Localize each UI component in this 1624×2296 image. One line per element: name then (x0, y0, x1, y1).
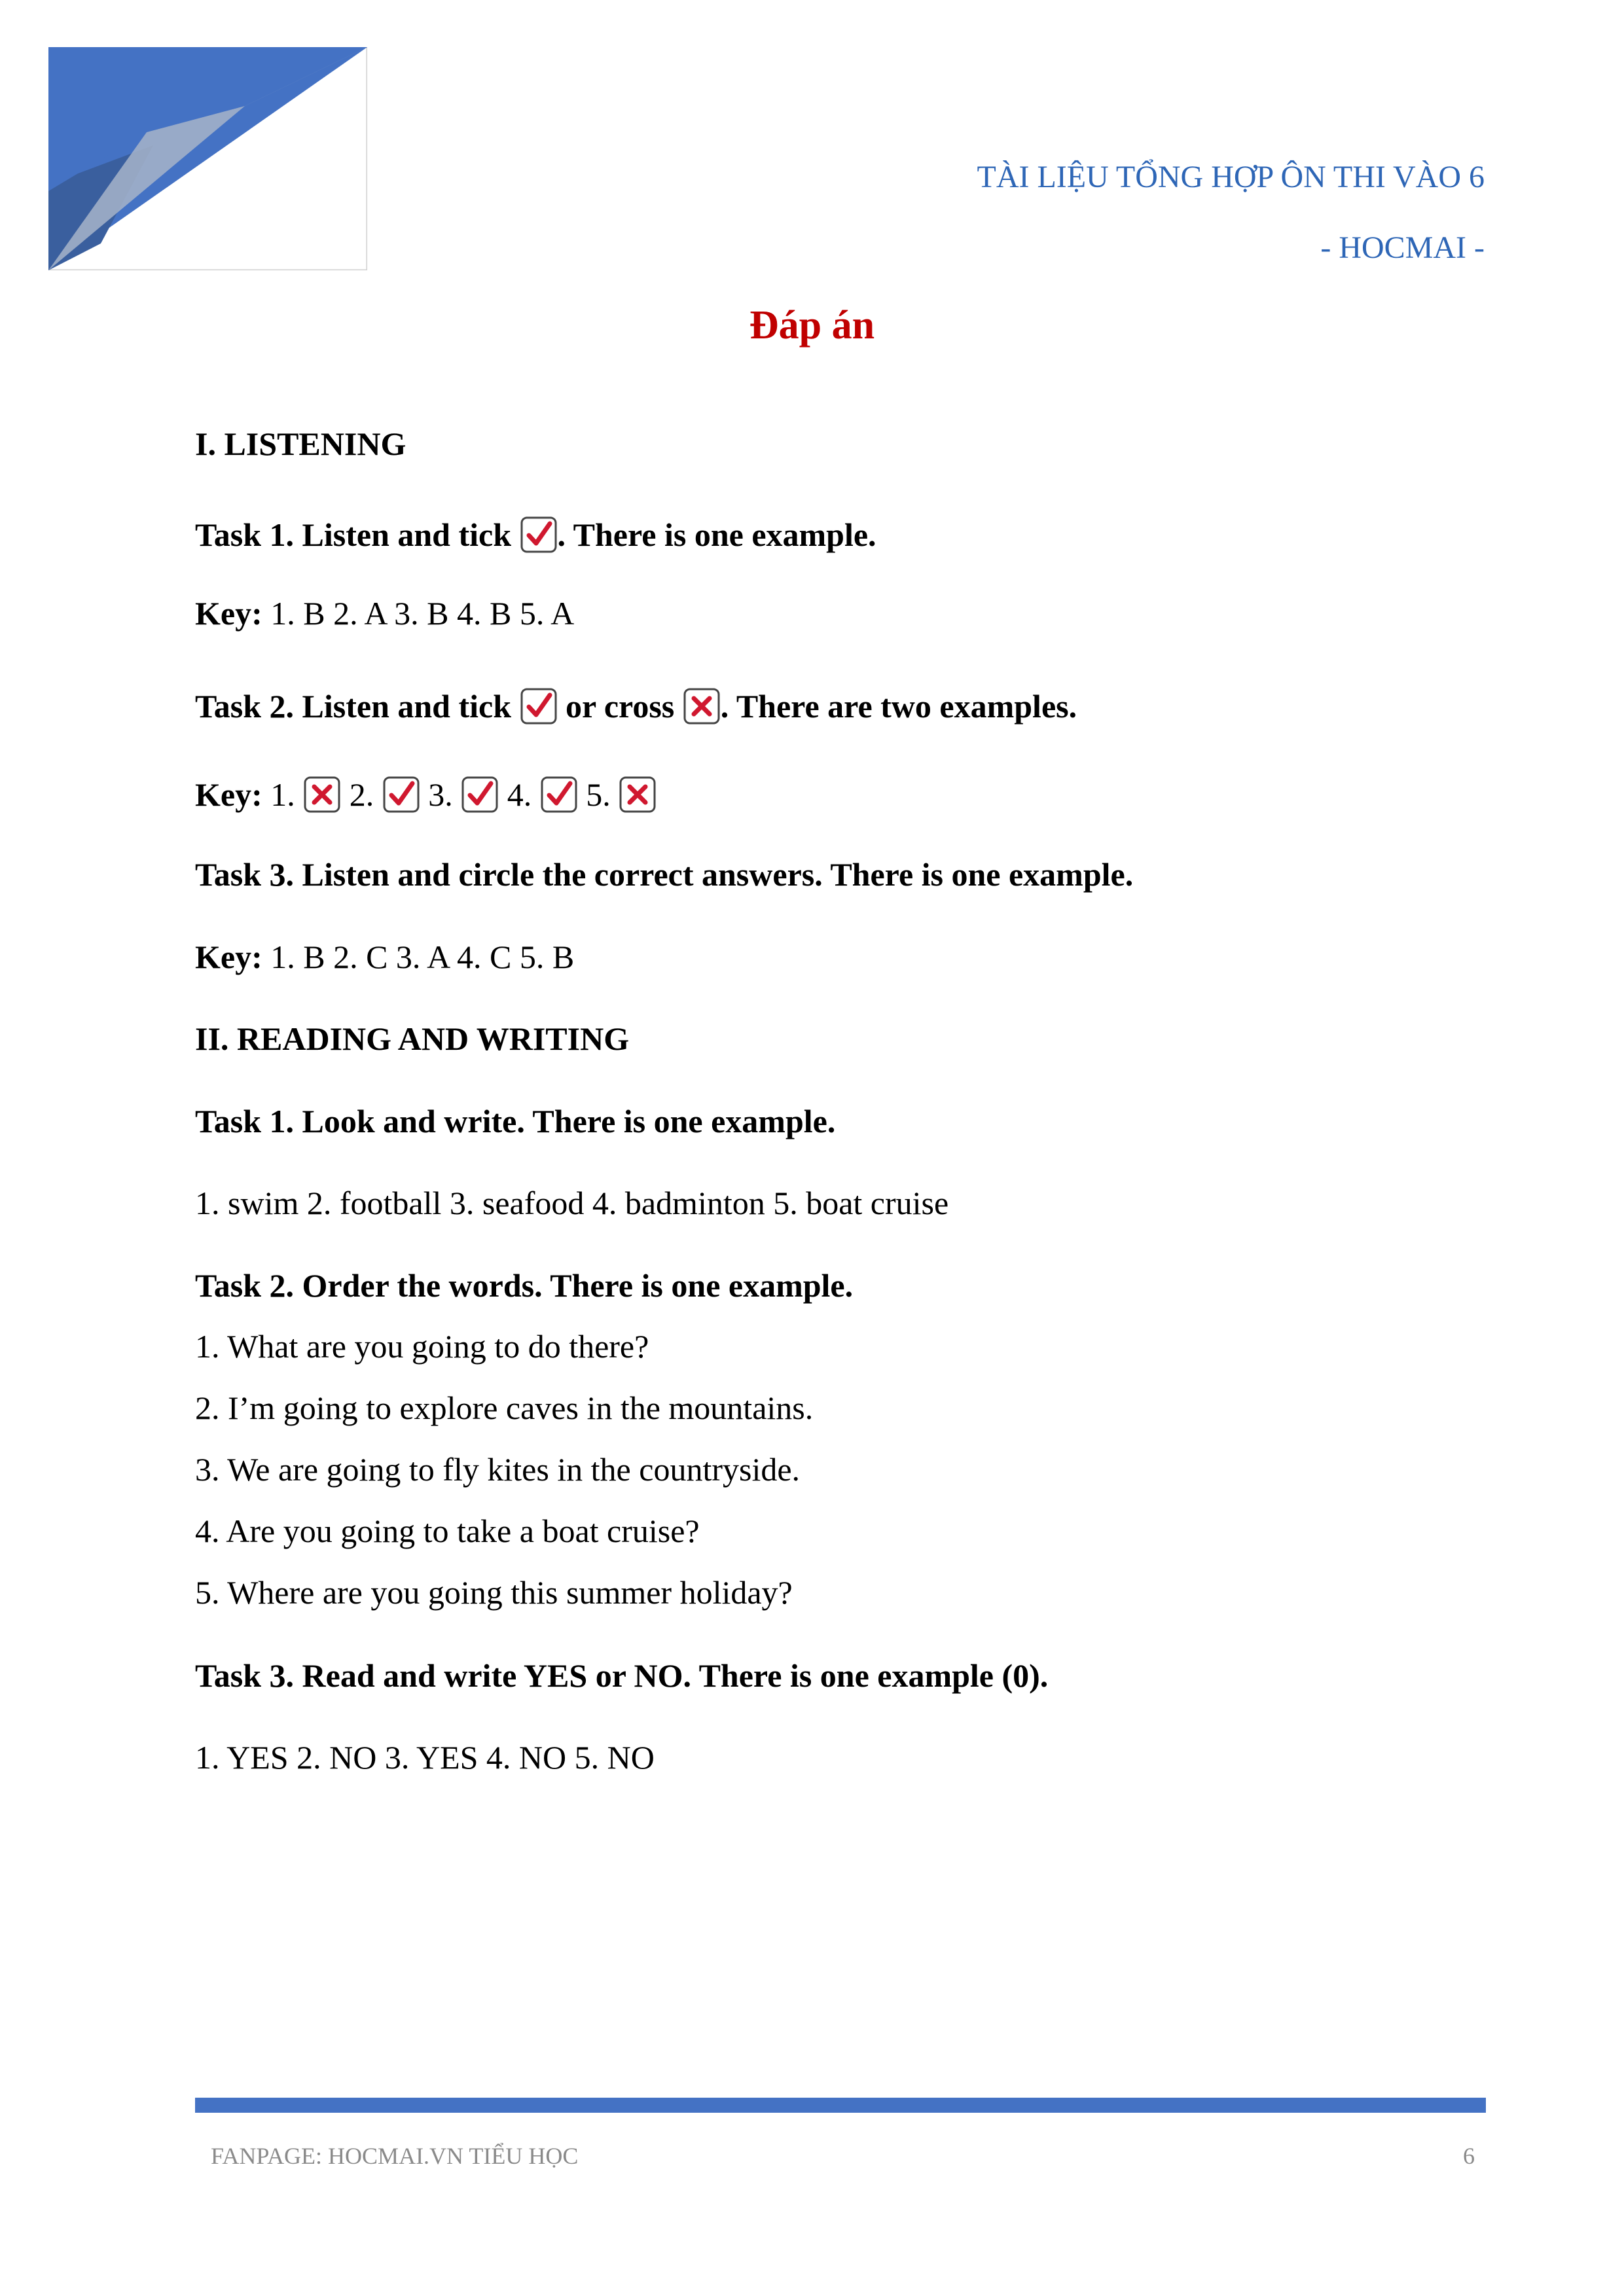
reading-task2-line: 4. Are you going to take a boat cruise? (195, 1513, 700, 1549)
reading-task3-heading: Task 3. Read and write YES or NO. There is one example (0). (195, 1657, 1049, 1694)
reading-task2-heading: Task 2. Order the words. There is one example. (195, 1267, 854, 1304)
section-listening-heading: I. LISTENING (195, 425, 406, 462)
tick-box-icon (520, 687, 558, 725)
listening-task2-heading (195, 687, 1077, 725)
logo-graphic (48, 47, 367, 270)
key-value: 1. B 2. C 3. A 4. C 5. B (262, 939, 575, 975)
reading-task2-line: 2. I’m going to explore caves in the mountains. (195, 1390, 814, 1426)
key-value: 1. B 2. A 3. B 4. B 5. A (262, 595, 575, 632)
listening-task3-key (195, 941, 574, 973)
page-title: Đáp án (749, 303, 875, 348)
key-answers (262, 776, 657, 813)
section-reading-heading: II. READING AND WRITING (195, 1020, 630, 1057)
key-label: Key: (195, 595, 262, 632)
key-label: Key: (195, 776, 262, 813)
task-text: . There are two examples. (720, 688, 1077, 725)
listening-task1-key (195, 597, 574, 630)
answer-number: 5. (577, 776, 619, 813)
tick-box-icon (461, 776, 499, 814)
tick-box-icon (382, 776, 420, 814)
footer-fanpage-text: FANPAGE: HOCMAI.VN TIỂU HỌC (211, 2143, 579, 2169)
reading-task1-heading: Task 1. Look and write. There is one example. (195, 1103, 836, 1139)
page-number: 6 (1463, 2143, 1475, 2169)
reading-task3-answer: 1. YES 2. NO 3. YES 4. NO 5. NO (195, 1739, 655, 1776)
task-text: Task 1. Listen and tick (195, 516, 520, 553)
tick-box-icon (520, 516, 558, 554)
cross-box-icon (303, 776, 341, 814)
listening-task1-heading (195, 516, 876, 554)
listening-task2-key (195, 776, 657, 814)
task-text: . There is one example. (557, 516, 876, 553)
task-text: Task 2. Listen and tick (195, 688, 520, 725)
header-subtitle: - HOCMAI - (1320, 230, 1485, 265)
header-title: TÀI LIỆU TỔNG HỢP ÔN THI VÀO 6 (977, 160, 1485, 194)
answer-number: 1. (262, 776, 304, 813)
reading-task2-line: 1. What are you going to do there? (195, 1328, 649, 1365)
reading-task1-answer: 1. swim 2. football 3. seafood 4. badminton 5. boat cruise (195, 1185, 949, 1221)
key-label: Key: (195, 939, 262, 975)
task-text: or cross (557, 688, 683, 725)
reading-task2-line: 3. We are going to fly kites in the countryside. (195, 1451, 801, 1488)
listening-task3-heading: Task 3. Listen and circle the correct answers. There is one example. (195, 856, 1134, 893)
cross-box-icon (683, 687, 721, 725)
reading-task2-line: 5. Where are you going this summer holiday? (195, 1574, 793, 1611)
cross-box-icon (619, 776, 657, 814)
answer-number: 2. (341, 776, 382, 813)
footer-divider (195, 2098, 1486, 2113)
answer-number: 4. (499, 776, 540, 813)
tick-box-icon (540, 776, 578, 814)
answer-number: 3. (420, 776, 461, 813)
